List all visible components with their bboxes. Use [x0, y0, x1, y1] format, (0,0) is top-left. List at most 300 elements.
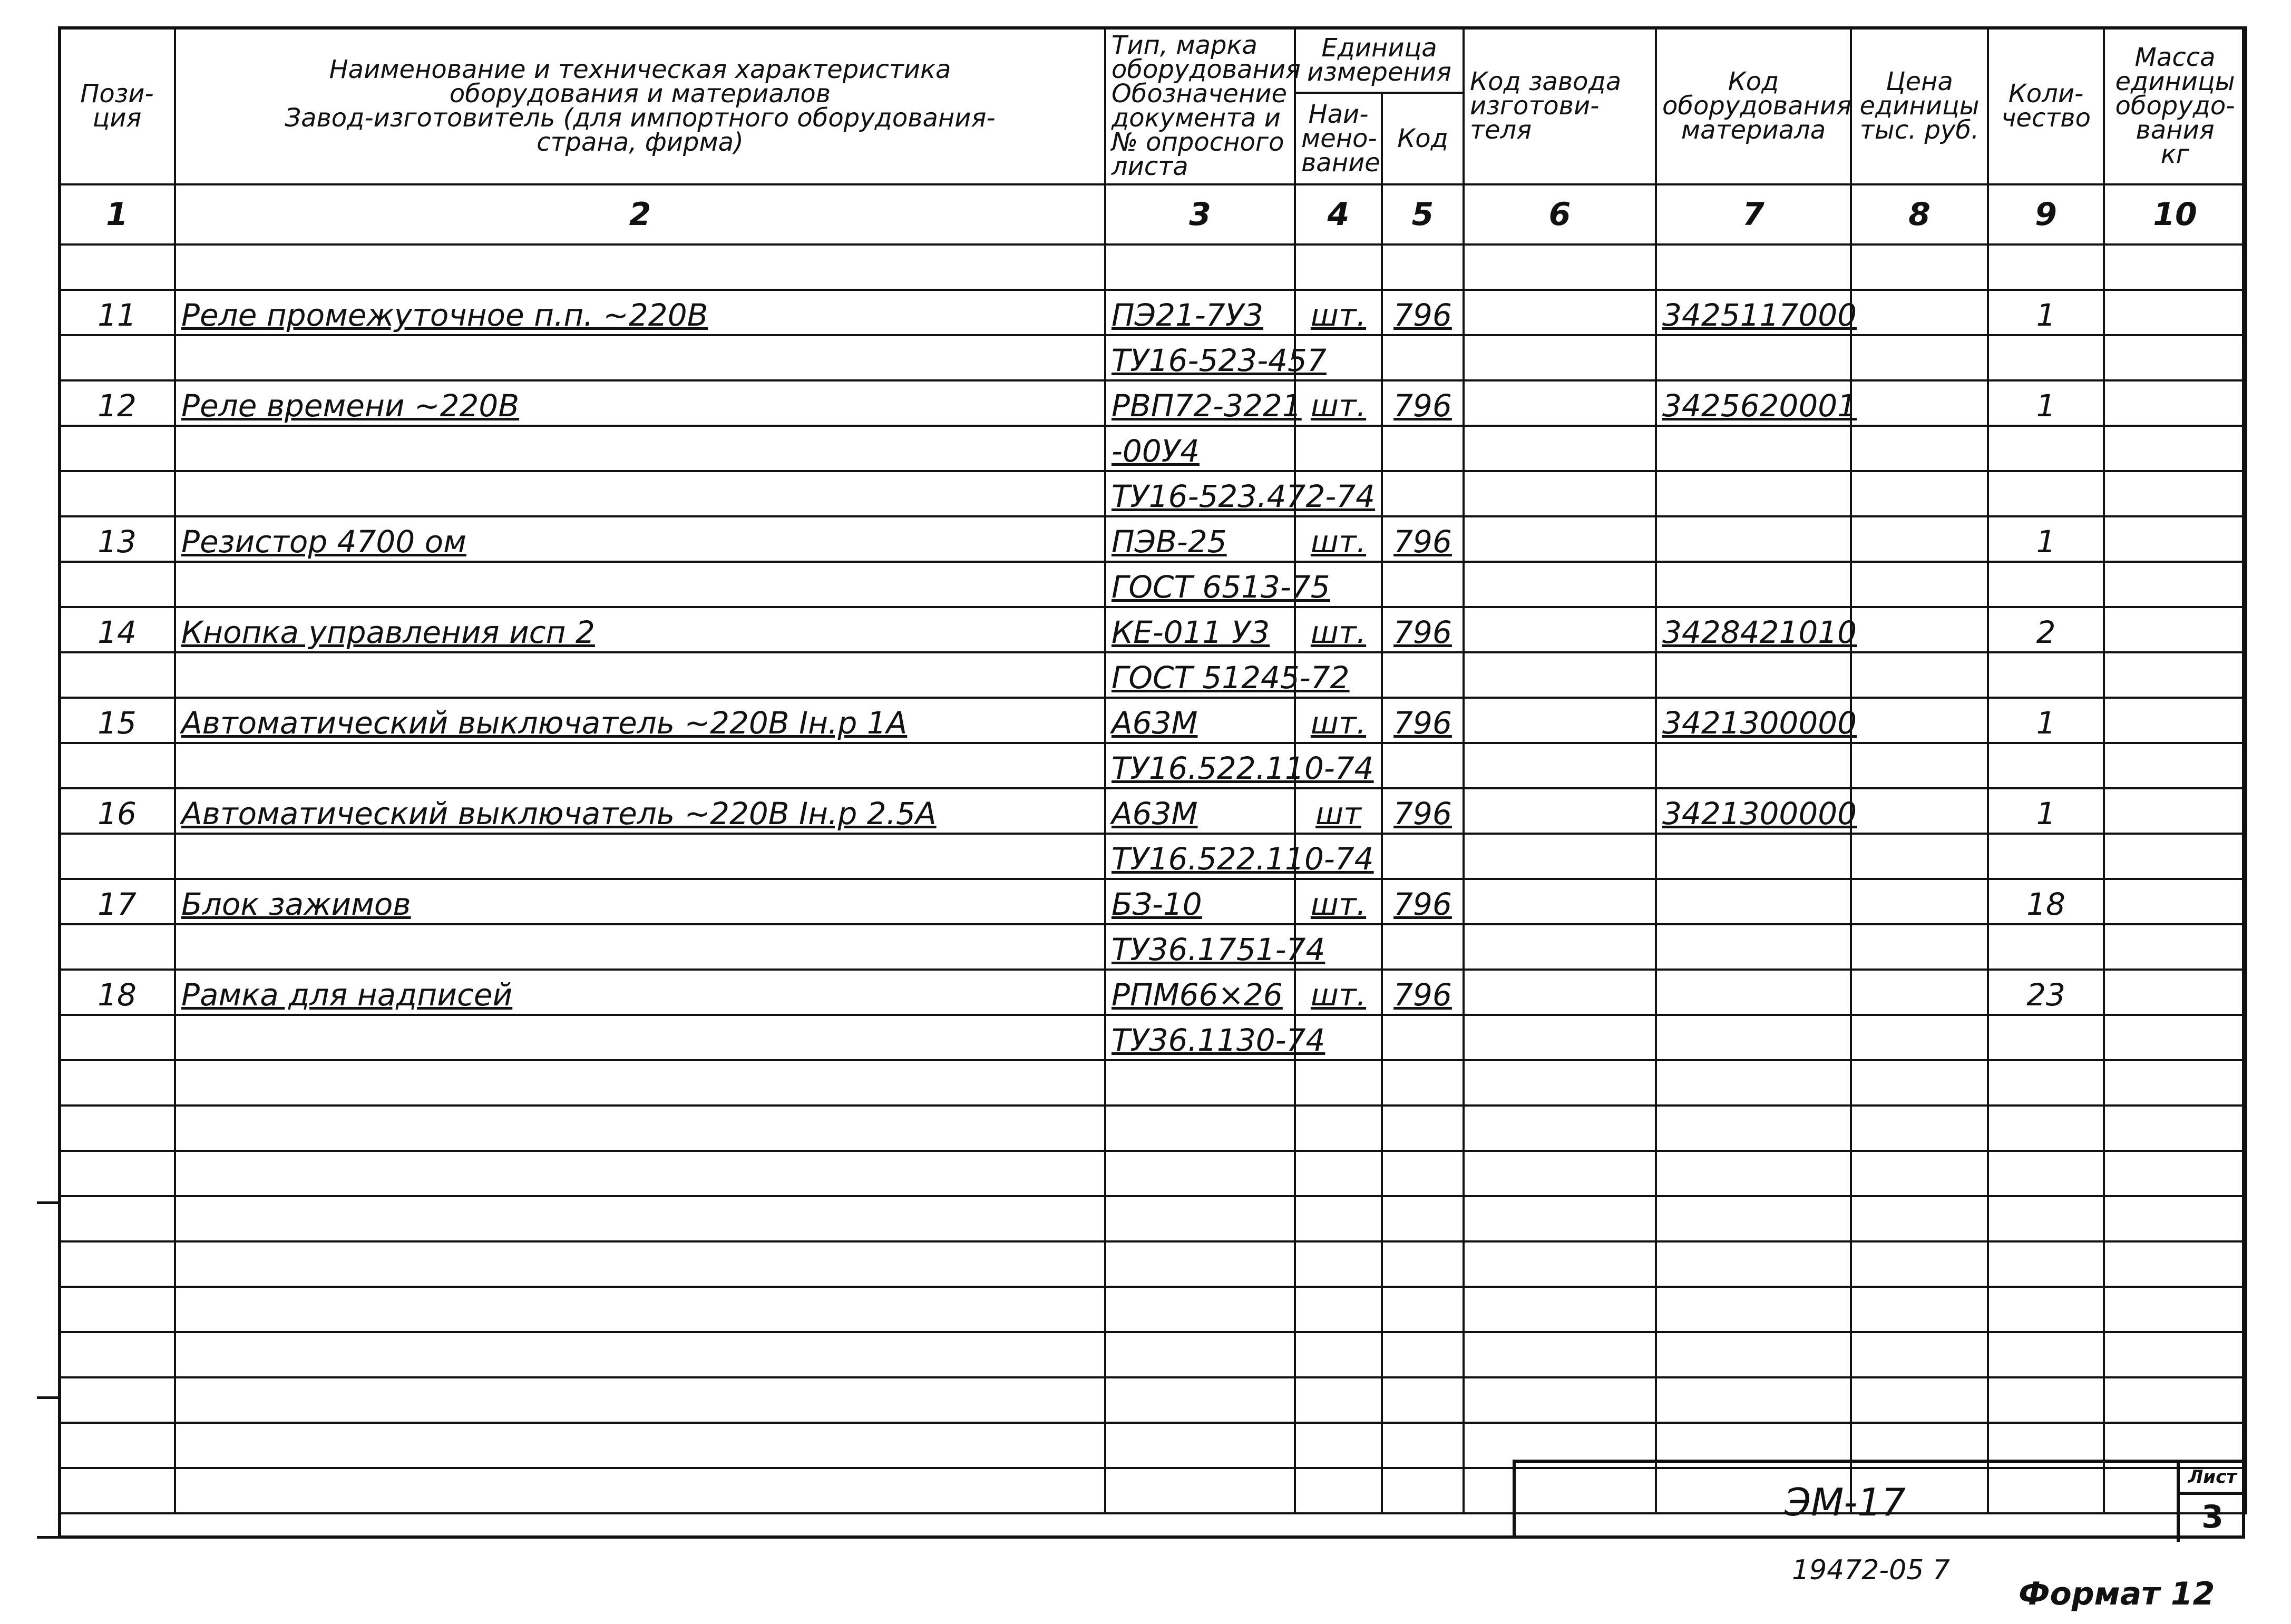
quantity-cell: [1988, 1332, 2104, 1377]
unit-code-cell: [1382, 834, 1464, 879]
type-cell: А63М: [1105, 788, 1295, 834]
unit-name-cell: шт.: [1295, 698, 1382, 743]
price-cell: [1851, 1332, 1988, 1377]
mass-cell: [2104, 516, 2246, 562]
header-name: Наименование и техническая характеристика оборудования и материалов Завод-изготовитель (для импортного оборудования- страна, фирма): [175, 27, 1105, 184]
plant-code-cell: [1464, 698, 1656, 743]
mass-cell: [2104, 652, 2246, 698]
mass-cell: [2104, 335, 2246, 380]
mass-cell: [2104, 1287, 2246, 1332]
type-cell: ГОСТ 51245-72: [1105, 652, 1295, 698]
plant-code-cell: [1464, 1241, 1656, 1287]
plant-code-cell: [1464, 970, 1656, 1015]
table-row: [59, 562, 2246, 607]
unit-code-cell: [1382, 924, 1464, 970]
column-number: 1: [59, 184, 175, 244]
type-cell: -00У4: [1105, 426, 1295, 471]
unit-name-cell: шт.: [1295, 516, 1382, 562]
position-cell: [59, 426, 175, 471]
price-cell: [1851, 471, 1988, 516]
equipment-code-cell: 3428421010: [1656, 607, 1851, 652]
unit-code-cell: [1382, 1468, 1464, 1513]
type-cell: [1105, 1423, 1295, 1468]
table-row: [59, 335, 2246, 380]
plant-code-cell: [1464, 1287, 1656, 1332]
name-cell: [175, 924, 1105, 970]
unit-code-cell: [1382, 1106, 1464, 1151]
column-number: 2: [175, 184, 1105, 244]
mass-cell: [2104, 380, 2246, 426]
type-cell: ПЭВ-25: [1105, 516, 1295, 562]
table-row: [59, 1332, 2246, 1377]
price-cell: [1851, 244, 1988, 290]
price-cell: [1851, 1060, 1988, 1106]
type-cell: [1105, 1377, 1295, 1423]
unit-code-cell: 796: [1382, 788, 1464, 834]
unit-code-cell: [1382, 335, 1464, 380]
type-cell: [1105, 1468, 1295, 1513]
quantity-cell: [1988, 743, 2104, 788]
price-cell: [1851, 924, 1988, 970]
unit-name-cell: шт.: [1295, 607, 1382, 652]
equipment-code-cell: [1656, 1015, 1851, 1060]
name-cell: Автоматический выключатель ~220В Iн.р 1А: [175, 698, 1105, 743]
plant-code-cell: [1464, 1015, 1656, 1060]
unit-code-cell: [1382, 1377, 1464, 1423]
plant-code-cell: [1464, 426, 1656, 471]
type-cell: ТУ16.522.110-74: [1105, 743, 1295, 788]
price-cell: [1851, 1196, 1988, 1241]
equipment-code-cell: [1656, 1287, 1851, 1332]
plant-code-cell: [1464, 1332, 1656, 1377]
table-row: [59, 1106, 2246, 1151]
unit-code-cell: [1382, 426, 1464, 471]
type-cell: [1105, 244, 1295, 290]
document-code: ЭМ-17: [1785, 1480, 1906, 1524]
unit-code-cell: [1382, 1015, 1464, 1060]
price-cell: [1851, 290, 1988, 335]
plant-code-cell: [1464, 834, 1656, 879]
quantity-cell: 1: [1988, 290, 2104, 335]
unit-code-cell: 796: [1382, 516, 1464, 562]
unit-code-cell: 796: [1382, 290, 1464, 335]
table-row: [59, 607, 2246, 652]
unit-code-cell: [1382, 1196, 1464, 1241]
mass-cell: [2104, 970, 2246, 1015]
type-cell: ПЭ21-7У3: [1105, 290, 1295, 335]
equipment-code-cell: [1656, 879, 1851, 924]
table-row: [59, 1151, 2246, 1196]
plant-code-cell: [1464, 1106, 1656, 1151]
table-row: [59, 698, 2246, 743]
name-cell: [175, 1423, 1105, 1468]
equipment-code-cell: [1656, 426, 1851, 471]
unit-code-cell: 796: [1382, 970, 1464, 1015]
plant-code-cell: [1464, 1060, 1656, 1106]
plant-code-cell: [1464, 290, 1656, 335]
unit-code-cell: [1382, 1060, 1464, 1106]
type-cell: КЕ-011 У3: [1105, 607, 1295, 652]
table-row: [59, 516, 2246, 562]
mass-cell: [2104, 743, 2246, 788]
position-cell: 18: [59, 970, 175, 1015]
unit-name-cell: [1295, 244, 1382, 290]
quantity-cell: [1988, 1241, 2104, 1287]
unit-name-cell: шт: [1295, 788, 1382, 834]
name-cell: Блок зажимов: [175, 879, 1105, 924]
price-cell: [1851, 879, 1988, 924]
price-cell: [1851, 1241, 1988, 1287]
name-cell: [175, 1332, 1105, 1377]
unit-code-cell: [1382, 1332, 1464, 1377]
type-cell: ГОСТ 6513-75: [1105, 562, 1295, 607]
header-price: Цена единицы тыс. руб.: [1851, 27, 1988, 184]
plant-code-cell: [1464, 244, 1656, 290]
mass-cell: [2104, 834, 2246, 879]
unit-name-cell: [1295, 1423, 1382, 1468]
plant-code-cell: [1464, 1377, 1656, 1423]
type-cell: [1105, 1060, 1295, 1106]
name-cell: [175, 1151, 1105, 1196]
unit-code-cell: 796: [1382, 698, 1464, 743]
unit-code-cell: [1382, 652, 1464, 698]
unit-name-cell: [1295, 1196, 1382, 1241]
header-type: Тип, марка оборудования Обозначение документа и № опросного листа: [1105, 27, 1295, 184]
position-cell: 17: [59, 879, 175, 924]
equipment-code-cell: [1656, 1332, 1851, 1377]
equipment-code-cell: [1656, 1241, 1851, 1287]
type-cell: [1105, 1151, 1295, 1196]
plant-code-cell: [1464, 788, 1656, 834]
equipment-code-cell: 3425117000: [1656, 290, 1851, 335]
header-equipment-code: Код оборудования материала: [1656, 27, 1851, 184]
table-row: [59, 290, 2246, 335]
quantity-cell: [1988, 1106, 2104, 1151]
table-row: [59, 652, 2246, 698]
mass-cell: [2104, 1332, 2246, 1377]
type-cell: А63М: [1105, 698, 1295, 743]
table-row: [59, 788, 2246, 834]
position-cell: [59, 562, 175, 607]
type-cell: РПМ66×26: [1105, 970, 1295, 1015]
position-cell: [59, 1106, 175, 1151]
quantity-cell: [1988, 244, 2104, 290]
mass-cell: [2104, 788, 2246, 834]
unit-name-cell: [1295, 426, 1382, 471]
quantity-cell: 1: [1988, 516, 2104, 562]
unit-name-cell: [1295, 1151, 1382, 1196]
type-cell: БЗ-10: [1105, 879, 1295, 924]
price-cell: [1851, 335, 1988, 380]
name-cell: [175, 1106, 1105, 1151]
equipment-code-cell: [1656, 471, 1851, 516]
equipment-code-cell: [1656, 970, 1851, 1015]
type-cell: ТУ16.522.110-74: [1105, 834, 1295, 879]
position-cell: [59, 652, 175, 698]
plant-code-cell: [1464, 924, 1656, 970]
format-label: Формат 12: [2019, 1576, 2215, 1612]
mass-cell: [2104, 1106, 2246, 1151]
unit-name-cell: [1295, 1332, 1382, 1377]
equipment-code-cell: [1656, 743, 1851, 788]
table-row: [59, 1241, 2246, 1287]
type-cell: ТУ36.1130-74: [1105, 1015, 1295, 1060]
equipment-code-cell: [1656, 652, 1851, 698]
plant-code-cell: [1464, 743, 1656, 788]
quantity-cell: 23: [1988, 970, 2104, 1015]
name-cell: Реле промежуточное п.п. ~220В: [175, 290, 1105, 335]
unit-code-cell: [1382, 1241, 1464, 1287]
unit-name-cell: шт.: [1295, 970, 1382, 1015]
equipment-code-cell: 3421300000: [1656, 698, 1851, 743]
name-cell: Рамка для надписей: [175, 970, 1105, 1015]
plant-code-cell: [1464, 607, 1656, 652]
column-number: 5: [1382, 184, 1464, 244]
mass-cell: [2104, 879, 2246, 924]
position-cell: 15: [59, 698, 175, 743]
position-cell: 12: [59, 380, 175, 426]
table-row: [59, 1287, 2246, 1332]
unit-name-cell: шт.: [1295, 290, 1382, 335]
name-cell: [175, 335, 1105, 380]
position-cell: [59, 1151, 175, 1196]
type-cell: [1105, 1332, 1295, 1377]
header-unit-group: Единица измерения: [1295, 27, 1464, 93]
quantity-cell: [1988, 1151, 2104, 1196]
equipment-code-cell: [1656, 562, 1851, 607]
quantity-cell: 18: [1988, 879, 2104, 924]
header-mass: Масса единицы оборудо- вания кг: [2104, 27, 2246, 184]
unit-name-cell: [1295, 1241, 1382, 1287]
price-cell: [1851, 516, 1988, 562]
mass-cell: [2104, 426, 2246, 471]
equipment-code-cell: [1656, 244, 1851, 290]
header-quantity: Коли- чество: [1988, 27, 2104, 184]
unit-code-cell: 796: [1382, 607, 1464, 652]
name-cell: Резистор 4700 ом: [175, 516, 1105, 562]
position-cell: 16: [59, 788, 175, 834]
table-row: [59, 471, 2246, 516]
name-cell: [175, 1468, 1105, 1513]
table-row: [59, 244, 2246, 290]
price-cell: [1851, 1015, 1988, 1060]
unit-name-cell: [1295, 1287, 1382, 1332]
quantity-cell: [1988, 652, 2104, 698]
unit-name-cell: шт.: [1295, 879, 1382, 924]
position-cell: [59, 924, 175, 970]
quantity-cell: [1988, 1377, 2104, 1423]
quantity-cell: [1988, 1060, 2104, 1106]
name-cell: [175, 743, 1105, 788]
type-cell: [1105, 1196, 1295, 1241]
quantity-cell: [1988, 335, 2104, 380]
equipment-code-cell: 3421300000: [1656, 788, 1851, 834]
price-cell: [1851, 380, 1988, 426]
table-row: [59, 380, 2246, 426]
unit-code-cell: [1382, 244, 1464, 290]
quantity-cell: [1988, 1196, 2104, 1241]
quantity-cell: 1: [1988, 788, 2104, 834]
position-cell: [59, 1241, 175, 1287]
equipment-code-cell: [1656, 834, 1851, 879]
position-cell: [59, 1468, 175, 1513]
quantity-cell: [1988, 562, 2104, 607]
equipment-code-cell: [1656, 1377, 1851, 1423]
type-cell: РВП72-3221: [1105, 380, 1295, 426]
inventory-number: 19472-05 7: [1792, 1554, 1950, 1586]
unit-code-cell: 796: [1382, 380, 1464, 426]
mass-cell: [2104, 607, 2246, 652]
table-row: [59, 1060, 2246, 1106]
quantity-cell: [1988, 924, 2104, 970]
unit-name-cell: [1295, 1106, 1382, 1151]
type-cell: ТУ16-523.472-74: [1105, 471, 1295, 516]
plant-code-cell: [1464, 879, 1656, 924]
quantity-cell: 2: [1988, 607, 2104, 652]
table-row: [59, 1196, 2246, 1241]
position-cell: [59, 1060, 175, 1106]
plant-code-cell: [1464, 471, 1656, 516]
mass-cell: [2104, 1015, 2246, 1060]
unit-name-cell: [1295, 1377, 1382, 1423]
name-cell: [175, 1377, 1105, 1423]
quantity-cell: [1988, 834, 2104, 879]
plant-code-cell: [1464, 562, 1656, 607]
specification-table: [58, 26, 2247, 1514]
mass-cell: [2104, 698, 2246, 743]
position-cell: [59, 1423, 175, 1468]
price-cell: [1851, 426, 1988, 471]
position-cell: [59, 335, 175, 380]
quantity-cell: [1988, 471, 2104, 516]
column-number: 6: [1464, 184, 1656, 244]
mass-cell: [2104, 1060, 2246, 1106]
position-cell: [59, 1196, 175, 1241]
header-unit-code: Код: [1382, 93, 1464, 184]
price-cell: [1851, 788, 1988, 834]
name-cell: [175, 1287, 1105, 1332]
mass-cell: [2104, 924, 2246, 970]
mass-cell: [2104, 290, 2246, 335]
mass-cell: [2104, 244, 2246, 290]
name-cell: [175, 834, 1105, 879]
unit-name-cell: [1295, 1060, 1382, 1106]
plant-code-cell: [1464, 516, 1656, 562]
column-number: 10: [2104, 184, 2246, 244]
position-cell: [59, 834, 175, 879]
header-plant-code: Код завода изготови- теля: [1464, 27, 1656, 184]
position-cell: [59, 244, 175, 290]
name-cell: [175, 244, 1105, 290]
equipment-code-cell: [1656, 335, 1851, 380]
unit-code-cell: [1382, 1423, 1464, 1468]
price-cell: [1851, 1287, 1988, 1332]
sheet-number: 3: [2201, 1499, 2224, 1535]
plant-code-cell: [1464, 652, 1656, 698]
price-cell: [1851, 607, 1988, 652]
equipment-code-cell: [1656, 1151, 1851, 1196]
equipment-code-cell: [1656, 1106, 1851, 1151]
name-cell: [175, 1015, 1105, 1060]
price-cell: [1851, 743, 1988, 788]
unit-name-cell: [1295, 1468, 1382, 1513]
header-unit-name: Наи- мено- вание: [1295, 93, 1382, 184]
unit-code-cell: [1382, 471, 1464, 516]
equipment-code-cell: [1656, 1060, 1851, 1106]
table-row: [59, 970, 2246, 1015]
position-cell: 11: [59, 290, 175, 335]
quantity-cell: [1988, 1287, 2104, 1332]
unit-code-cell: [1382, 1151, 1464, 1196]
plant-code-cell: [1464, 1196, 1656, 1241]
price-cell: [1851, 1106, 1988, 1151]
type-cell: ТУ36.1751-74: [1105, 924, 1295, 970]
name-cell: [175, 426, 1105, 471]
quantity-cell: [1988, 1015, 2104, 1060]
price-cell: [1851, 562, 1988, 607]
column-number: 7: [1656, 184, 1851, 244]
quantity-cell: [1988, 426, 2104, 471]
name-cell: Автоматический выключатель ~220В Iн.р 2.5А: [175, 788, 1105, 834]
name-cell: [175, 471, 1105, 516]
type-cell: [1105, 1106, 1295, 1151]
margin-tick: [37, 1396, 58, 1399]
equipment-code-cell: 3425620001: [1656, 380, 1851, 426]
table-row: [59, 879, 2246, 924]
quantity-cell: 1: [1988, 380, 2104, 426]
table-row: [59, 1015, 2246, 1060]
mass-cell: [2104, 1377, 2246, 1423]
price-cell: [1851, 970, 1988, 1015]
name-cell: [175, 562, 1105, 607]
mass-cell: [2104, 1151, 2246, 1196]
position-cell: [59, 1287, 175, 1332]
column-number: 9: [1988, 184, 2104, 244]
plant-code-cell: [1464, 1151, 1656, 1196]
price-cell: [1851, 652, 1988, 698]
name-cell: [175, 1060, 1105, 1106]
column-number: 4: [1295, 184, 1382, 244]
type-cell: [1105, 1241, 1295, 1287]
plant-code-cell: [1464, 335, 1656, 380]
position-cell: [59, 1377, 175, 1423]
unit-code-cell: [1382, 1287, 1464, 1332]
equipment-code-cell: [1656, 924, 1851, 970]
position-cell: [59, 1332, 175, 1377]
position-cell: 13: [59, 516, 175, 562]
type-cell: ТУ16-523-457: [1105, 335, 1295, 380]
mass-cell: [2104, 1241, 2246, 1287]
unit-code-cell: 796: [1382, 879, 1464, 924]
table-row: [59, 426, 2246, 471]
plant-code-cell: [1464, 380, 1656, 426]
column-number: 8: [1851, 184, 1988, 244]
name-cell: [175, 1241, 1105, 1287]
title-block: [1513, 1460, 2245, 1539]
price-cell: [1851, 1151, 1988, 1196]
equipment-code-cell: [1656, 516, 1851, 562]
name-cell: [175, 652, 1105, 698]
unit-code-cell: [1382, 743, 1464, 788]
column-number: 3: [1105, 184, 1295, 244]
unit-name-cell: шт.: [1295, 380, 1382, 426]
table-row: [59, 834, 2246, 879]
mass-cell: [2104, 471, 2246, 516]
equipment-code-cell: [1656, 1196, 1851, 1241]
table-row: [59, 924, 2246, 970]
mass-cell: [2104, 562, 2246, 607]
table-row: [59, 743, 2246, 788]
